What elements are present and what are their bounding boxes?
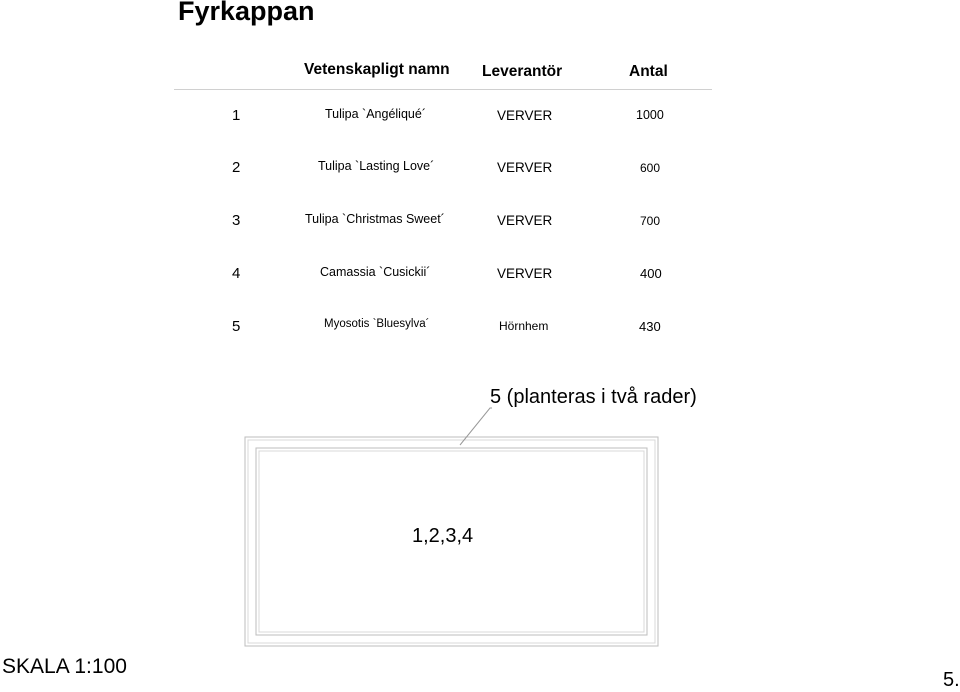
row-number: 3 <box>232 212 241 229</box>
plant-supplier: VERVER <box>497 213 553 228</box>
row-number: 5 <box>232 318 241 335</box>
row-number: 2 <box>232 159 241 176</box>
plant-quantity: 430 <box>639 319 661 334</box>
plant-quantity: 400 <box>640 266 662 281</box>
plan-callout-label: 5 (planteras i två rader) <box>490 386 697 408</box>
callout-leader-line <box>460 408 492 445</box>
row-number: 1 <box>232 107 241 124</box>
plant-name: Tulipa `Angéliqué´ <box>325 107 426 121</box>
page-title: Fyrkappan <box>178 0 315 26</box>
page-number: 5. <box>943 669 960 691</box>
plant-quantity: 1000 <box>636 108 664 122</box>
plant-name: Myosotis `Bluesylva´ <box>324 318 430 330</box>
plant-supplier: Hörnhem <box>499 319 549 333</box>
plant-name: Tulipa `Christmas Sweet´ <box>305 212 445 226</box>
scale-label: SKALA 1:100 <box>2 655 127 678</box>
plant-supplier: VERVER <box>497 108 553 123</box>
column-header-name: Vetenskapligt namn <box>304 61 450 78</box>
plant-quantity: 700 <box>640 214 661 228</box>
column-header-quantity: Antal <box>629 63 668 80</box>
plant-name: Camassia `Cusickii´ <box>320 265 431 279</box>
row-number: 4 <box>232 265 241 282</box>
plant-supplier: VERVER <box>497 266 553 281</box>
column-header-supplier: Leverantör <box>482 63 563 80</box>
plan-inner-label: 1,2,3,4 <box>412 525 474 547</box>
plant-quantity: 600 <box>640 161 661 175</box>
plant-supplier: VERVER <box>497 160 553 175</box>
plant-name: Tulipa `Lasting Love´ <box>318 159 435 173</box>
